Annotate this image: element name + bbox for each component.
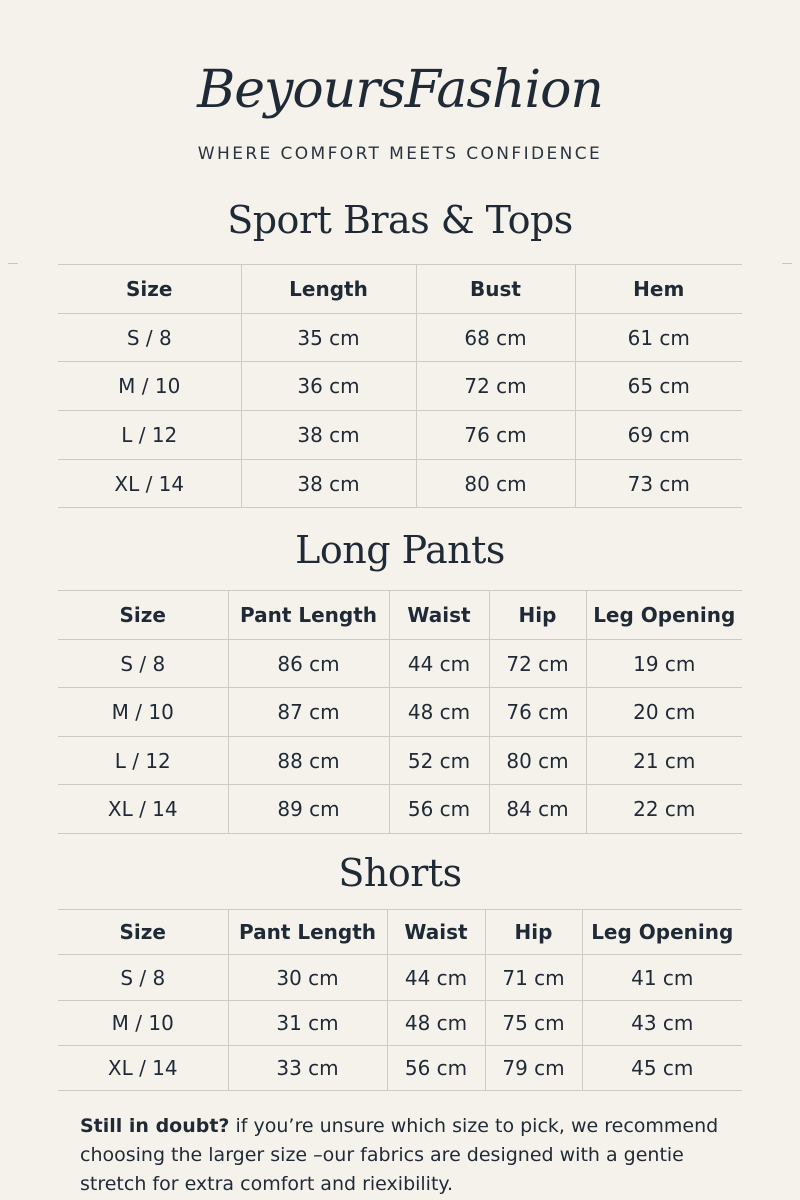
divider-tick-right (782, 263, 792, 264)
table-cell: 65 cm (575, 362, 742, 411)
table-header-row (58, 265, 742, 314)
table-cell: 30 cm (228, 955, 387, 1001)
table-cell: 76 cm (416, 411, 575, 460)
table-cell: S / 8 (120, 651, 166, 676)
table-row (58, 955, 742, 1001)
table-cell: 84 cm (489, 785, 586, 834)
shorts-size-table (58, 909, 742, 1091)
table-cell: 72 cm (416, 362, 575, 411)
size-advice-note (80, 1112, 740, 1199)
table-cell: 76 cm (489, 688, 586, 737)
pants-size-table (58, 590, 742, 834)
table-row (58, 362, 742, 411)
table-cell: 69 cm (575, 411, 742, 460)
table-cell: 31 cm (228, 1001, 387, 1046)
note-lead: Still in doubt? (80, 1115, 230, 1137)
table-row (58, 737, 742, 785)
table-cell: 88 cm (228, 737, 389, 785)
column-header: Waist (389, 591, 489, 640)
table-row (58, 314, 742, 362)
note-text: if you’re unsure which size to pick, we recommend choosing the larger size –our fabrics are designed with a gentie stretch for extra comfort and riexibility. (80, 1115, 719, 1195)
column-header: Size (119, 603, 166, 627)
table-cell: 72 cm (489, 640, 586, 688)
table-cell: 35 cm (241, 314, 416, 362)
table-cell: XL / 14 (107, 1056, 178, 1080)
table-row (58, 1001, 742, 1046)
table-cell: 44 cm (389, 640, 489, 688)
table-cell: 86 cm (228, 640, 389, 688)
table-row (58, 785, 742, 834)
table-cell: L / 12 (121, 423, 178, 447)
column-header: Bust (416, 265, 575, 314)
table-cell: 33 cm (228, 1046, 387, 1091)
table-row (58, 460, 742, 508)
column-header: Size (119, 920, 166, 944)
column-header: Pant Length (228, 591, 389, 640)
table-header-row (58, 910, 742, 955)
table-cell: 80 cm (416, 460, 575, 508)
column-header: Hem (575, 265, 742, 314)
table-cell: 43 cm (582, 1001, 742, 1046)
table-cell: 87 cm (228, 688, 389, 737)
table-cell: 61 cm (575, 314, 742, 362)
column-header: Hip (489, 591, 586, 640)
column-header: Hip (485, 910, 582, 955)
table-cell: S / 8 (120, 965, 166, 990)
table-cell: 36 cm (241, 362, 416, 411)
column-header: Waist (387, 910, 485, 955)
tops-size-table (58, 264, 742, 508)
pants-section-title: Long Pants (295, 528, 505, 572)
table-cell: 48 cm (387, 1001, 485, 1046)
table-cell: 38 cm (241, 460, 416, 508)
table-cell: 41 cm (582, 955, 742, 1001)
table-cell: 68 cm (416, 314, 575, 362)
table-cell: XL / 14 (114, 471, 185, 496)
table-cell: S / 8 (126, 325, 172, 350)
table-cell: 71 cm (485, 955, 582, 1001)
table-cell: 79 cm (485, 1046, 582, 1091)
table-cell: 73 cm (575, 460, 742, 508)
tops-section-title: Sport Bras & Tops (227, 198, 573, 242)
table-cell: 21 cm (586, 737, 742, 785)
table-row (58, 1046, 742, 1091)
table-cell: 80 cm (489, 737, 586, 785)
table-cell: 56 cm (389, 785, 489, 834)
table-row (58, 640, 742, 688)
table-cell: 75 cm (485, 1001, 582, 1046)
table-header-row (58, 591, 742, 640)
table-cell: XL / 14 (107, 797, 178, 821)
table-cell: M / 10 (118, 374, 181, 398)
table-row (58, 411, 742, 460)
table-cell: L / 12 (114, 748, 171, 773)
table-cell: M / 10 (111, 700, 174, 724)
table-cell: 56 cm (387, 1046, 485, 1091)
shorts-section-title: Shorts (338, 851, 462, 895)
table-cell: 19 cm (586, 640, 742, 688)
column-header: Pant Length (228, 910, 387, 955)
brand-tagline: WHERE COMFORT MEETS CONFIDENCE (197, 144, 603, 164)
table-cell: 45 cm (582, 1046, 742, 1091)
table-cell: 22 cm (586, 785, 742, 834)
divider-tick-left (8, 263, 18, 264)
column-header: Leg Opening (582, 910, 742, 955)
table-cell: 48 cm (389, 688, 489, 737)
table-cell: 44 cm (387, 955, 485, 1001)
table-cell: 20 cm (586, 688, 742, 737)
table-cell: 38 cm (241, 411, 416, 460)
column-header: Leg Opening (586, 591, 742, 640)
brand-logo: BeyoursFashion (197, 60, 603, 120)
table-cell: M / 10 (111, 1011, 174, 1035)
column-header: Length (241, 265, 416, 314)
column-header: Size (126, 277, 173, 301)
table-cell: 89 cm (228, 785, 389, 834)
table-row (58, 688, 742, 737)
table-cell: 52 cm (389, 737, 489, 785)
